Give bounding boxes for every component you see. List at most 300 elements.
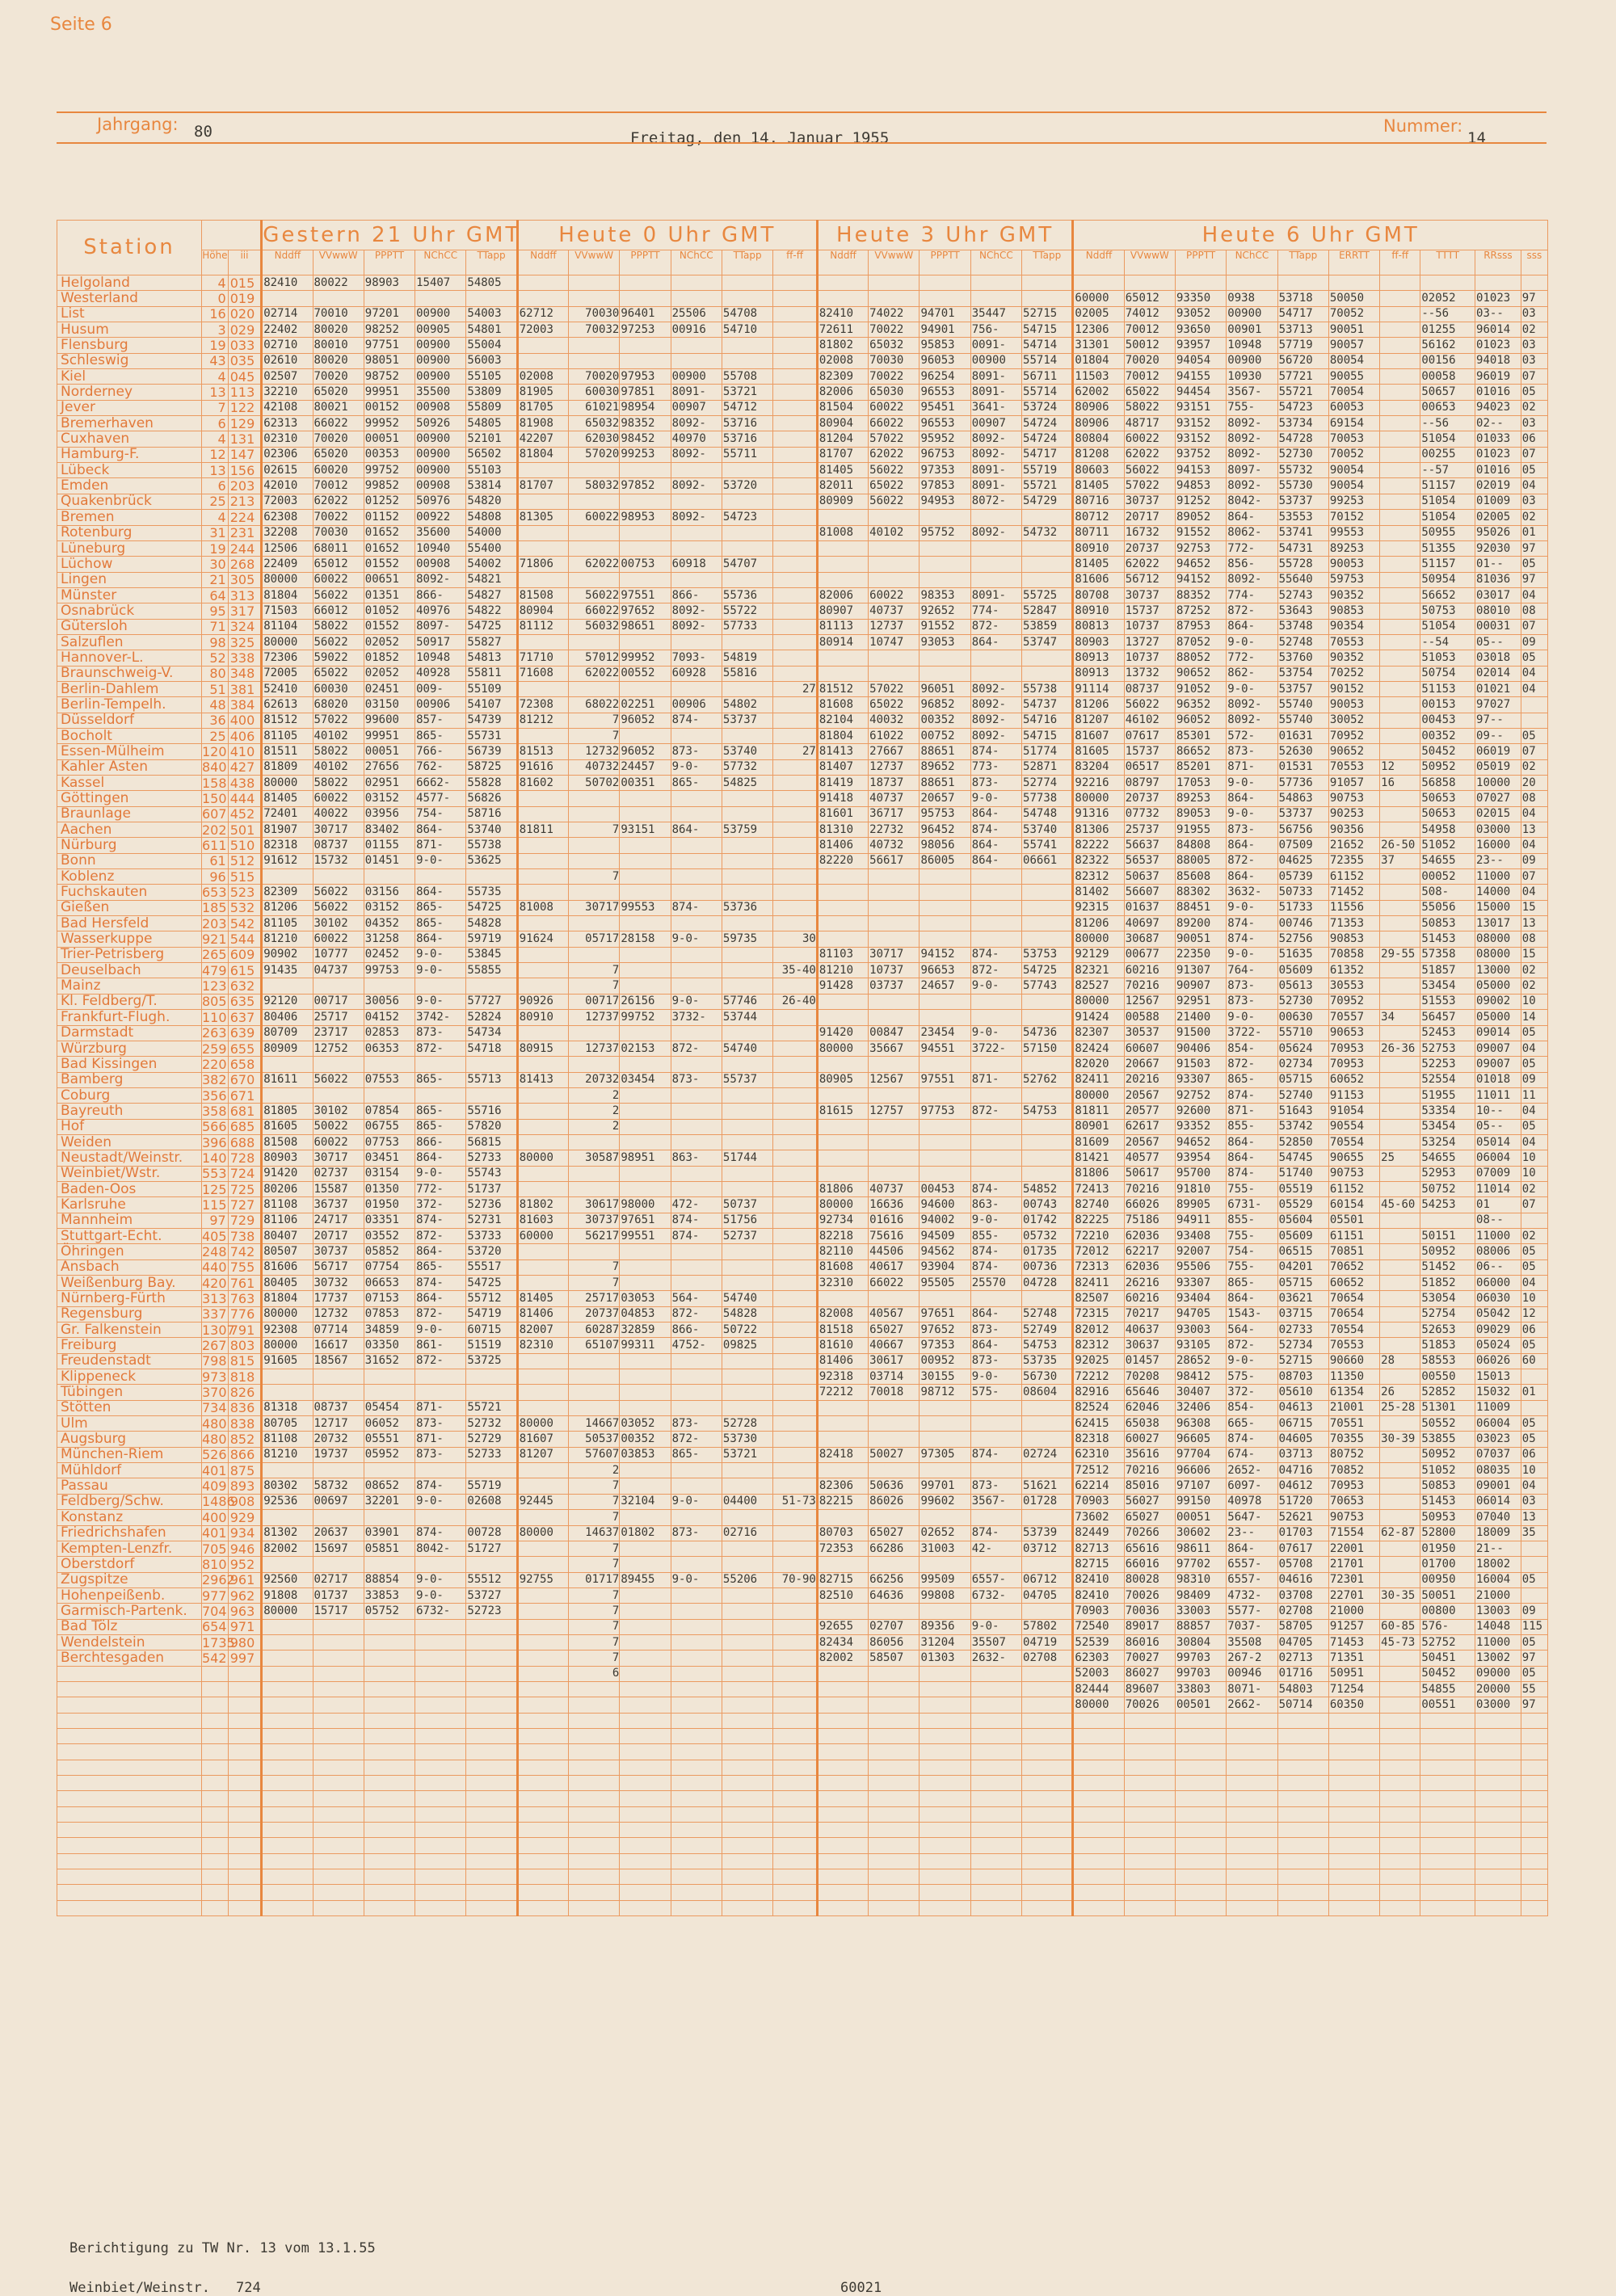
obs-cell (620, 1651, 671, 1666)
obs-cell: 83402 (364, 822, 415, 838)
station-name: Darmstadt (57, 1025, 202, 1041)
obs-cell: 20737 (1124, 791, 1175, 806)
obs-cell (1380, 650, 1420, 666)
obs-cell (569, 681, 620, 696)
obs-cell: 70653 (1328, 1494, 1379, 1509)
obs-cell: 70553 (1328, 759, 1379, 775)
obs-cell: 90051 (1175, 931, 1226, 947)
obs-cell: 81206 (1073, 916, 1124, 931)
obs-cell: 51621 (1022, 1478, 1073, 1494)
obs-cell: 8091- (970, 463, 1021, 478)
station-height (202, 1853, 229, 1869)
station-name: Husum (57, 322, 202, 338)
obs-cell (817, 1697, 868, 1713)
obs-cell (773, 1213, 818, 1228)
station-name: Freiburg (57, 1338, 202, 1353)
obs-cell (1475, 1744, 1521, 1760)
obs-cell (722, 1900, 772, 1915)
obs-cell (970, 869, 1021, 885)
obs-cell (722, 540, 772, 556)
obs-cell (773, 1510, 818, 1525)
obs-cell: 80914 (817, 634, 868, 650)
obs-cell: 40732 (569, 759, 620, 775)
obs-cell (869, 1010, 920, 1025)
obs-cell: 8092- (970, 525, 1021, 540)
obs-cell (920, 291, 970, 306)
obs-cell: 80913 (1073, 650, 1124, 666)
obs-cell: 56815 (466, 1134, 517, 1150)
obs-cell (620, 634, 671, 650)
obs-cell: 80904 (817, 416, 868, 431)
obs-cell: 50853 (1420, 916, 1475, 931)
obs-cell (1022, 994, 1073, 1009)
obs-cell (1380, 1541, 1420, 1556)
obs-cell: 9-0- (1227, 900, 1277, 915)
obs-cell (920, 1760, 970, 1775)
obs-cell (773, 369, 818, 385)
obs-cell: 05609 (1277, 1228, 1328, 1243)
obs-cell (569, 1900, 620, 1915)
table-row (57, 1619, 1548, 1634)
obs-cell (671, 275, 722, 291)
station-height: 19 (202, 540, 229, 556)
table-row (57, 916, 1548, 931)
obs-cell (970, 1776, 1021, 1791)
obs-cell: 06353 (364, 1041, 415, 1056)
obs-cell: 07 (1521, 744, 1547, 759)
obs-cell (773, 478, 818, 494)
obs-cell (773, 1353, 818, 1369)
obs-cell: 60022 (313, 572, 364, 587)
obs-cell: 58032 (569, 478, 620, 494)
obs-cell: 60 (1521, 1353, 1547, 1369)
obs-cell (869, 1744, 920, 1760)
obs-cell (415, 1791, 466, 1806)
obs-cell: 756- (970, 322, 1021, 338)
obs-cell: 89253 (1175, 791, 1226, 806)
obs-cell: 58725 (466, 759, 517, 775)
obs-cell: 94652 (1175, 1134, 1226, 1150)
obs-cell: 98954 (620, 400, 671, 415)
obs-cell (1277, 1853, 1328, 1869)
obs-cell: 62217 (1124, 1244, 1175, 1259)
obs-cell (1022, 1869, 1073, 1885)
obs-cell: 508- (1420, 885, 1475, 900)
obs-cell: 93752 (1175, 447, 1226, 462)
obs-cell (1380, 1604, 1420, 1619)
obs-cell: 52754 (1420, 1306, 1475, 1322)
obs-cell: 10 (1521, 1291, 1547, 1306)
obs-cell (517, 1276, 568, 1291)
obs-cell: 55640 (1277, 572, 1328, 587)
obs-cell: 575- (1227, 1369, 1277, 1385)
obs-cell: 33853 (364, 1587, 415, 1603)
obs-cell: 864- (970, 634, 1021, 650)
obs-cell: 50952 (1420, 1244, 1475, 1259)
obs-cell: 62313 (262, 416, 313, 431)
obs-cell: 02052 (364, 634, 415, 650)
obs-cell: 50537 (569, 1432, 620, 1447)
obs-cell: 94551 (920, 1041, 970, 1056)
obs-cell: 55056 (1420, 900, 1475, 915)
obs-cell: 7 (569, 1619, 620, 1634)
obs-cell: 81207 (517, 1447, 568, 1462)
obs-cell: 872- (671, 1306, 722, 1322)
obs-cell: 7 (569, 1494, 620, 1509)
sub-header-g6-6: ff-ff (1380, 250, 1420, 275)
obs-cell: 35507 (970, 1634, 1021, 1650)
obs-cell: 99701 (920, 1478, 970, 1494)
sub-header-g0-5: ff-ff (773, 250, 818, 275)
obs-cell: 52715 (1022, 306, 1073, 322)
obs-cell: 70026 (1124, 1587, 1175, 1603)
obs-cell: 89017 (1124, 1619, 1175, 1634)
obs-cell: 96753 (920, 447, 970, 462)
obs-cell (620, 1885, 671, 1900)
obs-cell: 50636 (869, 1478, 920, 1494)
table-row (57, 1791, 1548, 1806)
obs-cell: 65020 (313, 385, 364, 400)
station-height: 653 (202, 885, 227, 901)
obs-cell: 04 (1521, 1276, 1547, 1291)
obs-cell: 98752 (364, 369, 415, 385)
obs-cell: 855- (970, 1228, 1021, 1243)
obs-cell (920, 1885, 970, 1900)
obs-cell: 54715 (1022, 728, 1073, 743)
obs-cell (970, 1166, 1021, 1181)
obs-cell (620, 1400, 671, 1415)
obs-cell: 80903 (262, 1150, 313, 1166)
station-height: 259 (202, 1041, 227, 1057)
obs-cell: 55400 (466, 540, 517, 556)
obs-cell (671, 1244, 722, 1259)
obs-cell: 01700 (1420, 1557, 1475, 1572)
obs-cell: 02 (1521, 759, 1547, 775)
station-height: 120 (202, 743, 227, 759)
obs-cell: 873- (1227, 822, 1277, 838)
obs-cell: 80407 (262, 1228, 313, 1243)
obs-cell: 61152 (1328, 1181, 1379, 1196)
obs-cell (817, 1291, 868, 1306)
jahrgang-label: Jahrgang: (97, 115, 179, 134)
obs-cell (671, 1853, 722, 1869)
table-row (57, 510, 1548, 525)
obs-cell: 00697 (313, 1494, 364, 1509)
obs-cell (313, 1634, 364, 1650)
station-index: 670 (228, 1072, 261, 1087)
obs-cell (1521, 1885, 1547, 1900)
obs-cell: 80000 (817, 1041, 868, 1056)
obs-cell: 52737 (722, 1228, 772, 1243)
obs-cell (1022, 1666, 1073, 1681)
obs-cell: 96852 (920, 697, 970, 713)
obs-cell (415, 1057, 466, 1072)
obs-cell: 90057 (1328, 338, 1379, 353)
obs-cell: 9-0- (415, 994, 466, 1009)
obs-cell: 05 (1521, 1119, 1547, 1134)
obs-cell: 15717 (313, 1604, 364, 1619)
obs-cell (517, 1885, 568, 1900)
obs-cell: 05610 (1277, 1385, 1328, 1400)
obs-cell: 07153 (364, 1291, 415, 1306)
station-index: 510 (228, 838, 261, 853)
obs-cell: 56003 (466, 353, 517, 368)
obs-cell: 01652 (364, 540, 415, 556)
obs-cell: 03713 (1277, 1447, 1328, 1462)
obs-cell: 06000 (1475, 1276, 1521, 1291)
station-height (202, 1838, 229, 1853)
obs-cell (1022, 1432, 1073, 1447)
obs-cell: 99752 (364, 463, 415, 478)
obs-cell (722, 1166, 772, 1181)
obs-cell (1022, 1010, 1073, 1025)
obs-cell: 02716 (722, 1525, 772, 1541)
obs-cell: 15732 (313, 853, 364, 868)
obs-cell: 94901 (920, 322, 970, 338)
obs-cell: 05 (1521, 650, 1547, 666)
obs-cell (1475, 1869, 1521, 1885)
obs-cell: 70022 (313, 510, 364, 525)
obs-cell: 54000 (466, 525, 517, 540)
obs-cell: 62415 (1073, 1416, 1124, 1432)
obs-cell (620, 1166, 671, 1181)
obs-cell (722, 681, 772, 696)
obs-cell: 52731 (466, 1213, 517, 1228)
obs-cell: 81513 (517, 744, 568, 759)
obs-cell: 50027 (869, 1447, 920, 1462)
station-index: 224 (228, 510, 261, 525)
obs-cell: 81804 (517, 447, 568, 462)
obs-cell (313, 1619, 364, 1634)
obs-cell: 96308 (1175, 1416, 1226, 1432)
station-name: Bamberg (57, 1072, 202, 1087)
obs-cell: 02 (1521, 322, 1547, 338)
obs-cell: 864- (970, 806, 1021, 822)
obs-cell: 54813 (466, 650, 517, 666)
obs-cell: 9-0- (415, 1587, 466, 1603)
obs-cell: 04 (1521, 1478, 1547, 1494)
obs-cell (364, 1760, 415, 1775)
obs-cell: 81608 (817, 1259, 868, 1275)
obs-cell: 50050 (1328, 291, 1379, 306)
obs-cell: 8092- (970, 447, 1021, 462)
obs-cell: 20657 (920, 791, 970, 806)
header-rule-top (57, 111, 1547, 113)
obs-cell (920, 1666, 970, 1681)
obs-cell (1175, 1853, 1226, 1869)
obs-cell: 03853 (620, 1447, 671, 1462)
obs-cell: 36717 (869, 806, 920, 822)
obs-cell: 71353 (1328, 916, 1379, 931)
station-index: 305 (228, 572, 261, 587)
obs-cell (620, 1104, 671, 1119)
obs-cell (773, 838, 818, 853)
obs-cell: 32104 (620, 1494, 671, 1509)
obs-cell: 21652 (1328, 838, 1379, 853)
obs-cell: 10747 (869, 634, 920, 650)
obs-cell (869, 931, 920, 947)
obs-cell: 755- (1227, 1181, 1277, 1196)
obs-cell: 53454 (1420, 978, 1475, 994)
station-name: Kahler Asten (57, 759, 202, 775)
obs-cell: 61022 (869, 728, 920, 743)
obs-cell: 89200 (1175, 916, 1226, 931)
station-height: 6 (202, 478, 229, 494)
station-name: Emden (57, 478, 202, 494)
obs-cell: 97651 (620, 1213, 671, 1228)
table-row (57, 416, 1548, 431)
obs-cell (773, 1228, 818, 1243)
obs-cell: 04 (1521, 1134, 1547, 1150)
obs-cell (970, 1400, 1021, 1415)
obs-cell: 50754 (1420, 666, 1475, 681)
station-height: 1486 (202, 1494, 235, 1510)
table-row (57, 1823, 1548, 1838)
obs-cell: 96014 (1475, 322, 1521, 338)
obs-cell (517, 1666, 568, 1681)
obs-cell: 51853 (1420, 1338, 1475, 1353)
obs-cell: 871- (415, 1400, 466, 1415)
obs-cell: 70553 (1328, 1338, 1379, 1353)
obs-cell (1328, 275, 1379, 291)
obs-cell: 07617 (1277, 1541, 1328, 1556)
station-name: Weiden (57, 1134, 202, 1150)
obs-cell (1175, 1900, 1226, 1915)
obs-cell: 10948 (1227, 338, 1277, 353)
obs-cell: 00351 (620, 776, 671, 791)
obs-cell: 99602 (920, 1494, 970, 1509)
obs-cell: 93151 (620, 822, 671, 838)
obs-cell: 02 (1521, 400, 1547, 415)
obs-cell (869, 869, 920, 885)
obs-cell: 874- (1227, 1087, 1277, 1103)
obs-cell: 97704 (1175, 1447, 1226, 1462)
obs-cell: 70020 (1124, 353, 1175, 368)
obs-cell (569, 1181, 620, 1196)
station-name: Bremerhaven (57, 416, 202, 431)
obs-cell: 72355 (1328, 853, 1379, 868)
obs-cell: 55740 (1277, 697, 1328, 713)
obs-cell: 07 (1521, 447, 1547, 462)
obs-cell: 97 (1521, 572, 1547, 587)
obs-cell (1380, 369, 1420, 385)
obs-cell (517, 1057, 568, 1072)
obs-cell: 92655 (817, 1619, 868, 1634)
obs-cell: 62308 (262, 510, 313, 525)
obs-cell (671, 728, 722, 743)
obs-cell: 09 (1521, 1072, 1547, 1087)
obs-cell: 864- (415, 822, 466, 838)
obs-cell: 53720 (466, 1244, 517, 1259)
obs-cell: 50853 (1420, 1478, 1475, 1494)
obs-cell (773, 1385, 818, 1400)
obs-cell: 80603 (1073, 463, 1124, 478)
obs-cell (1022, 1510, 1073, 1525)
obs-cell: 9-0- (1227, 947, 1277, 962)
table-row (57, 681, 1548, 696)
obs-cell: 6557- (970, 1572, 1021, 1587)
obs-cell: 02 (1521, 978, 1547, 994)
table-row (57, 978, 1548, 994)
station-height: 337 (202, 1306, 227, 1323)
obs-cell: 62-87 (1380, 1525, 1420, 1541)
obs-cell: 35667 (869, 1041, 920, 1056)
obs-cell: 01009 (1475, 494, 1521, 509)
table-row (57, 1776, 1548, 1791)
obs-cell: 54253 (1420, 1197, 1475, 1213)
obs-cell: 472- (671, 1197, 722, 1213)
table-row (57, 634, 1548, 650)
obs-cell: 80909 (817, 494, 868, 509)
station-height: 3 (202, 322, 229, 338)
obs-cell: 03150 (364, 697, 415, 713)
obs-cell (262, 869, 313, 885)
obs-cell (970, 666, 1021, 681)
obs-cell: 55719 (466, 1478, 517, 1494)
obs-cell: 04 (1521, 681, 1547, 696)
obs-cell: 42108 (262, 400, 313, 415)
station-name: Hannover-L. (57, 650, 202, 666)
obs-cell (1073, 1806, 1124, 1822)
obs-cell: 874- (1227, 1432, 1277, 1447)
obs-cell (1227, 1900, 1277, 1915)
obs-cell (1420, 1776, 1475, 1791)
obs-cell: 864- (970, 1338, 1021, 1353)
table-row (57, 1416, 1548, 1432)
obs-cell: 04616 (1277, 1572, 1328, 1587)
obs-cell (1022, 1119, 1073, 1134)
obs-cell: 62002 (1073, 385, 1124, 400)
obs-cell: 90907 (1175, 978, 1226, 994)
obs-cell: 04 (1521, 587, 1547, 603)
obs-cell (970, 1681, 1021, 1697)
obs-cell: 22732 (869, 822, 920, 838)
obs-cell: 94152 (920, 947, 970, 962)
obs-cell: 45-60 (1380, 1197, 1420, 1213)
obs-cell: 54805 (466, 416, 517, 431)
obs-cell (970, 1666, 1021, 1681)
obs-cell (569, 572, 620, 587)
obs-cell: 82715 (1073, 1557, 1124, 1572)
sub-header-g6-4: TTapp (1277, 250, 1328, 275)
obs-cell: 30602 (1175, 1525, 1226, 1541)
obs-cell: 873- (671, 1525, 722, 1541)
table-row (57, 1604, 1548, 1619)
obs-cell: 772- (1227, 540, 1277, 556)
obs-cell (364, 1853, 415, 1869)
obs-cell: 05 (1521, 1416, 1547, 1432)
obs-cell (970, 1713, 1021, 1728)
obs-cell: 80000 (517, 1150, 568, 1166)
obs-cell: 55827 (466, 634, 517, 650)
obs-cell (517, 463, 568, 478)
obs-cell: 09 (1521, 1604, 1547, 1619)
station-index: 384 (228, 697, 261, 713)
obs-cell: 05 (1521, 1025, 1547, 1041)
obs-cell (1380, 666, 1420, 681)
obs-cell: 8091- (671, 385, 722, 400)
obs-cell (671, 978, 722, 994)
obs-cell: 23-- (1475, 853, 1521, 868)
obs-cell (773, 1010, 818, 1025)
obs-cell: 71608 (517, 666, 568, 681)
obs-cell (1380, 557, 1420, 572)
station-name: Cuxhaven (57, 431, 202, 447)
obs-cell (620, 853, 671, 868)
obs-cell: 874- (970, 1447, 1021, 1462)
obs-cell: 00501 (1175, 1697, 1226, 1713)
obs-cell (671, 1557, 722, 1572)
